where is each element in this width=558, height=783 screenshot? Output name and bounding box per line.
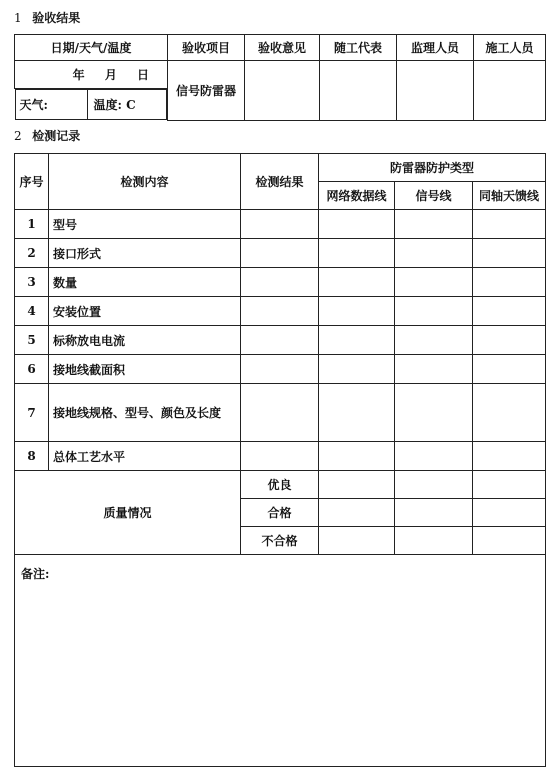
signal-cell[interactable] xyxy=(395,442,473,471)
section-title: 检测记录 xyxy=(32,129,81,143)
coax-cell[interactable] xyxy=(473,384,546,442)
header-constructor: 施工人员 xyxy=(474,35,546,61)
network-cell[interactable] xyxy=(319,326,395,355)
row-content: 总体工艺水平 xyxy=(49,442,241,471)
coax-cell[interactable] xyxy=(473,297,546,326)
quality-label: 质量情况 xyxy=(15,471,241,555)
row-content: 安装位置 xyxy=(49,297,241,326)
remarks-label: 备注: xyxy=(21,567,50,581)
row-number: 7 xyxy=(15,384,49,442)
section-2-heading xyxy=(14,127,80,144)
section-title: 验收结果 xyxy=(32,11,81,25)
row-number: 4 xyxy=(15,297,49,326)
coax-cell[interactable] xyxy=(473,442,546,471)
inspection-record-table xyxy=(14,153,546,767)
network-cell[interactable] xyxy=(319,268,395,297)
coax-cell[interactable] xyxy=(473,239,546,268)
quality-network-cell[interactable] xyxy=(319,527,395,555)
weather-label: 天气: xyxy=(16,90,88,119)
table-row xyxy=(15,442,546,471)
acceptance-result-table xyxy=(14,34,546,121)
row-content: 数量 xyxy=(49,268,241,297)
result-cell[interactable] xyxy=(241,239,319,268)
row-number: 5 xyxy=(15,326,49,355)
result-cell[interactable] xyxy=(241,210,319,239)
row-number: 8 xyxy=(15,442,49,471)
coax-cell[interactable] xyxy=(473,326,546,355)
header-protection-type: 防雷器防护类型 xyxy=(319,154,546,182)
quality-coax-cell[interactable] xyxy=(473,471,546,499)
row-number: 6 xyxy=(15,355,49,384)
network-cell[interactable] xyxy=(319,297,395,326)
table-row xyxy=(15,326,546,355)
header-acceptance-opinion: 验收意见 xyxy=(245,35,320,61)
header-site-representative: 随工代表 xyxy=(320,35,397,61)
header-type-signal: 信号线 xyxy=(395,182,473,210)
row-content: 型号 xyxy=(49,210,241,239)
quality-coax-cell[interactable] xyxy=(473,499,546,527)
row-number: 3 xyxy=(15,268,49,297)
network-cell[interactable] xyxy=(319,239,395,268)
signal-cell[interactable] xyxy=(395,297,473,326)
site-representative-cell[interactable] xyxy=(320,61,397,121)
quality-coax-cell[interactable] xyxy=(473,527,546,555)
table-row xyxy=(15,210,546,239)
network-cell[interactable] xyxy=(319,384,395,442)
quality-level-fail: 不合格 xyxy=(241,527,319,555)
network-cell[interactable] xyxy=(319,442,395,471)
network-cell[interactable] xyxy=(319,210,395,239)
header-type-coax: 同轴天馈线 xyxy=(473,182,546,210)
result-cell[interactable] xyxy=(241,355,319,384)
acceptance-opinion-cell[interactable] xyxy=(245,61,320,121)
table-row xyxy=(15,268,546,297)
temperature-label: 温度: C xyxy=(93,98,136,112)
supervisor-cell[interactable] xyxy=(397,61,474,121)
quality-signal-cell[interactable] xyxy=(395,471,473,499)
section-1-heading xyxy=(14,9,80,26)
row-content: 接口形式 xyxy=(49,239,241,268)
constructor-cell[interactable] xyxy=(474,61,546,121)
header-result: 检测结果 xyxy=(241,154,319,210)
signal-cell[interactable] xyxy=(395,210,473,239)
date-cell: 年 月 日 xyxy=(15,61,168,89)
signal-cell[interactable] xyxy=(395,326,473,355)
table-row xyxy=(15,355,546,384)
signal-cell[interactable] xyxy=(395,268,473,297)
header-supervisor: 监理人员 xyxy=(397,35,474,61)
quality-network-cell[interactable] xyxy=(319,471,395,499)
acceptance-item-cell: 信号防雷器 xyxy=(168,61,245,121)
row-content: 标称放电电流 xyxy=(49,326,241,355)
row-number: 2 xyxy=(15,239,49,268)
header-type-network: 网络数据线 xyxy=(319,182,395,210)
header-seq: 序号 xyxy=(15,154,49,210)
table-row xyxy=(15,239,546,268)
weather-temp-cell xyxy=(15,89,168,120)
row-number: 1 xyxy=(15,210,49,239)
quality-signal-cell[interactable] xyxy=(395,527,473,555)
table-row xyxy=(15,297,546,326)
remarks-cell[interactable] xyxy=(15,555,546,767)
quality-level-pass: 合格 xyxy=(241,499,319,527)
signal-cell[interactable] xyxy=(395,355,473,384)
coax-cell[interactable] xyxy=(473,268,546,297)
result-cell[interactable] xyxy=(241,326,319,355)
network-cell[interactable] xyxy=(319,355,395,384)
row-content: 接地线规格、型号、颜色及长度 xyxy=(49,384,241,442)
result-cell[interactable] xyxy=(241,384,319,442)
table-row xyxy=(15,384,546,442)
quality-network-cell[interactable] xyxy=(319,499,395,527)
section-number: 1 xyxy=(14,11,22,25)
row-content: 接地线截面积 xyxy=(49,355,241,384)
quality-level-excellent: 优良 xyxy=(241,471,319,499)
header-date-weather-temp: 日期/天气/温度 xyxy=(15,35,168,61)
signal-cell[interactable] xyxy=(395,239,473,268)
section-number: 2 xyxy=(14,129,22,143)
quality-signal-cell[interactable] xyxy=(395,499,473,527)
coax-cell[interactable] xyxy=(473,355,546,384)
result-cell[interactable] xyxy=(241,442,319,471)
header-content: 检测内容 xyxy=(49,154,241,210)
result-cell[interactable] xyxy=(241,297,319,326)
signal-cell[interactable] xyxy=(395,384,473,442)
coax-cell[interactable] xyxy=(473,210,546,239)
result-cell[interactable] xyxy=(241,268,319,297)
header-acceptance-item: 验收项目 xyxy=(168,35,245,61)
